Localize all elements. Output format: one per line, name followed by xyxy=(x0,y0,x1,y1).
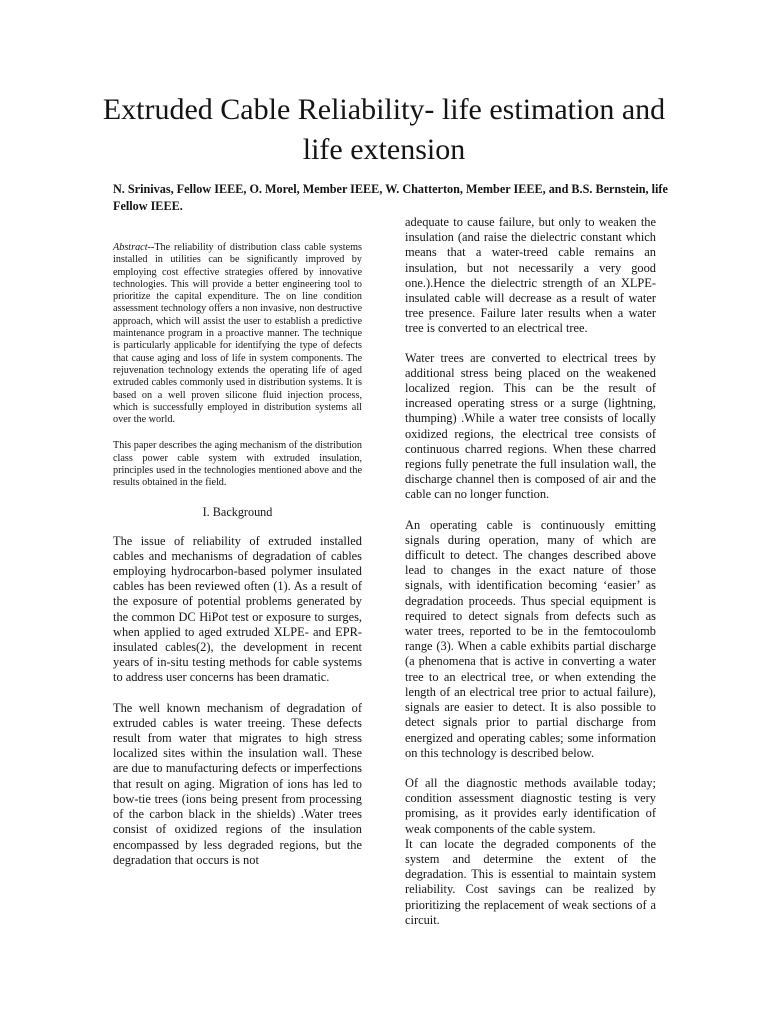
section-heading-background: I. Background xyxy=(202,504,273,519)
abstract-text: --The reliability of distribution class cable systems installed in utilities can be significantly improved by employing cost effective strategies offered by innovative technologies. This will provide a better engineering tool to prioritize the capital expenditure. The on line condition assessment technology offers a non invasive, non destructive approach, which will assist the user to establish a predictive maintenance program in a proactive manner. The technique is particularly applicable for identifying the type of defects that cause aging and loss of life in system components. The rejuvenation technology extends the operating life of aged extruded cables commonly used in distribution systems. It is based on a well proven silicone fluid injection process, which is successfully employed in distribution systems all over the world. xyxy=(113,242,362,426)
abstract-label: Abstract xyxy=(113,242,148,253)
body-paragraph: An operating cable is continuously emitting signals during operation, many of which are difficult to detect. The changes described above lead to changes in the exact nature of those signals, with identification becoming ‘easier’ as degradation proceeds. Thus special equipment is required to detect signals from defects such as water trees, reported to be in the femtocoulomb range (3). When a cable exhibits partial discharge (a phenomena that is active in converting a water tree to an electrical tree, or when extending the length of an electrical tree prior to actual failure), signals are easier to detect. It is also possible to detect signals prior to partial discharge from energized and operating cables; some information on this technology is described below. xyxy=(405,517,656,760)
body-paragraph: Water trees are converted to electrical trees by additional stress being placed on the weakened localized region. This can be the result of increased operating stress or a surge (lightning, thumping) .While a water tree consists of locally oxidized regions, the electrical tree consists of continuous charred regions. When these charred regions fully penetrate the full insulation wall, the discharge channel then is composed of air and the cable can no longer function. xyxy=(405,350,656,502)
body-paragraph: adequate to cause failure, but only to weaken the insulation (and raise the dielectric constant which means that a water-treed cable remains an insulation, but not necessarily a very good one.).Hence the dielectric strength of an XLPE-insulated cable will decrease as a result of water tree presence. Failure later results when a water tree is converted to an electrical tree. xyxy=(405,215,656,336)
body-paragraph: The issue of reliability of extruded installed cables and mechanisms of degradation of cables employing hydrocarbon-based polymer insulated cables has been reviewed often (1). As a result of the exposure of potential problems generated by the common DC HiPot test or exposure to surges, when applied to aged extruded XLPE- and EPR-insulated cables(2), the development in recent years of in-situ testing methods for cable systems to address user concerns has been dramatic. xyxy=(113,533,362,685)
body-paragraph: Of all the diagnostic methods available today; condition assessment diagnostic testing is very promising, as it provides early identification of weak components of the cable system. xyxy=(405,775,656,836)
paper-title: Extruded Cable Reliability- life estimation and life extension xyxy=(102,93,666,166)
left-column xyxy=(113,242,362,868)
body-paragraph: The well known mechanism of degradation of extruded cables is water treeing. These defects result from water that migrates to high stress localized sites within the insulation wall. These are due to manufacturing defects or imperfections that result on aging. Migration of ions has led to bow-tie trees (ions being present from processing of the carbon black in the shields) .Water trees consist of oxidized regions of the insulation encompassed by less degraded regions, but the degradation that occurs is not xyxy=(113,700,362,867)
right-column xyxy=(405,215,656,928)
body-paragraph: It can locate the degraded components of the system and determine the extent of the degradation. This is essential to maintain system reliability. Cost savings can be realized by prioritizing the replacement of weak sections of a circuit. xyxy=(405,836,656,927)
author-list: N. Srinivas, Fellow IEEE, O. Morel, Member IEEE, W. Chatterton, Member IEEE, and B.S. Bernstein, life Fellow IEEE. xyxy=(113,182,668,213)
abstract xyxy=(113,242,362,426)
intro-paragraph: This paper describes the aging mechanism of the distribution class power cable system with extruded insulation, principles used in the technologies mentioned above and the results obtained in the field. xyxy=(113,440,362,489)
